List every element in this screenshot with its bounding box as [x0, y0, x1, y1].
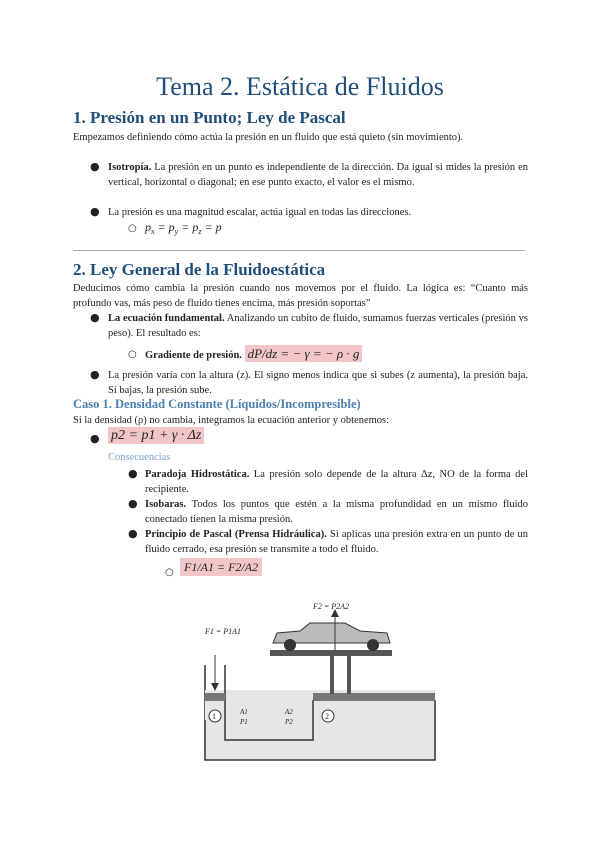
bullet-bold: Isotropía.: [108, 162, 152, 173]
bullet-icon: ●: [128, 497, 138, 510]
pascal-equation-text: F1/A1 = F2/A2: [180, 558, 262, 576]
caso1-equation: [108, 428, 308, 444]
bullet-icon: ●: [128, 527, 138, 540]
car-wheel-front: [284, 639, 296, 651]
caso1-equation-text: p2 = p1 + γ · Δz: [108, 427, 204, 444]
bullet-text: Todos los puntos que estén a la misma profundidad en un mismo fluido conectado tienen la misma presión.: [145, 499, 528, 525]
section2-bullet1: [108, 311, 528, 341]
right-rod-a: [330, 654, 334, 694]
caso1-heading: Caso 1. Densidad Constante (Líquidos/Incompresible): [73, 397, 361, 411]
circle-bullet-icon: ○: [128, 349, 137, 360]
circle-bullet-icon: ○: [128, 223, 137, 234]
consecuencia-1: [145, 467, 528, 497]
section1-heading: 1. Presión en un Punto; Ley de Pascal: [73, 108, 346, 127]
bullet-bold: Paradoja Hidrostática.: [145, 469, 250, 480]
bullet-text: Analizando un cubito de fluido, sumamos fuerzas verticales (presión vs peso). El resultado es:: [108, 313, 528, 339]
figure-label-p2: P2: [285, 718, 293, 726]
bullet-icon: ●: [90, 432, 100, 445]
gradient-label: Gradiente de presión.: [145, 350, 242, 361]
bullet-icon: ●: [90, 311, 100, 324]
page-title: Tema 2. Estática de Fluidos: [156, 72, 444, 101]
left-arrow-head: [211, 683, 219, 691]
figure-label-f2: F2 = P2A2: [313, 602, 350, 611]
section2-bullet2: La presión varía con la altura (z). El signo menos indica que si subes (z aumenta), la presión baja. Si bajas, la presión sube.: [108, 370, 528, 396]
bullet-bold: Principio de Pascal (Prensa Hidráulica).: [145, 529, 327, 540]
circle-bullet-icon: ○: [165, 567, 174, 578]
pascal-equation: [180, 560, 262, 576]
bullet-text: La presión solo depende de la altura Δz, NO de la forma del recipiente.: [145, 469, 529, 495]
caso1-intro: Si la densidad (ρ) no cambia, integramos la ecuación anterior y obtenemos:: [73, 415, 390, 426]
bullet-icon: ●: [90, 205, 100, 218]
section-divider: [73, 250, 525, 251]
gradient-equation: dP/dz = − γ = − ρ · g: [245, 345, 363, 362]
figure-label-1: 1: [212, 712, 216, 721]
figure-label-a2: A2: [285, 708, 293, 716]
car-wheel-rear: [367, 639, 379, 651]
left-piston: [205, 693, 225, 701]
bullet-icon: ●: [128, 467, 138, 480]
bullet-icon: ●: [90, 160, 100, 173]
figure-label-2: 2: [325, 712, 329, 721]
section1-intro: Empezamos definiendo cómo actúa la presión en un fluido que está quieto (sin movimiento).: [73, 132, 464, 143]
right-rod-b: [347, 654, 351, 694]
right-piston: [313, 693, 435, 701]
bullet-text: La presión en un punto es independiente de la dirección. Da igual si mides la presión en vertical, horizontal o diagonal; en ese punto exacto, el valor es el mismo.: [108, 162, 528, 188]
bullet-text: Si aplicas una presión extra en un punto de un fluido cerrado, esa presión se transmite a todo el fluido.: [145, 529, 528, 555]
section1-bullet1: [108, 160, 528, 190]
hydraulic-press-figure: [195, 595, 445, 765]
figure-label-f1: F1 = P1A1: [205, 627, 242, 636]
section2-heading: 2. Ley General de la Fluidoestática: [73, 260, 326, 279]
consecuencias-heading: Consecuencias: [108, 452, 171, 463]
section1-bullet2: La presión es una magnitud escalar, actúa igual en todas las direcciones.: [108, 207, 412, 218]
bullet-bold: Isobaras.: [145, 499, 187, 510]
figure-label-a1: A1: [240, 708, 248, 716]
figure-label-p1: P1: [240, 718, 248, 726]
consecuencia-2: [145, 497, 528, 527]
bullet-icon: ●: [90, 368, 100, 381]
bullet-bold: La ecuación fundamental.: [108, 313, 225, 324]
consecuencia-3: [145, 527, 528, 557]
section2-intro: Deducimos cómo cambia la presión cuando nos movemos por el fluido. La lógica es: “Cuanto más profundo vas, más peso de fluido tienes encima, más presión soportas”: [73, 283, 528, 309]
section1-equation: $p_x = p_y = p_z = p$: [145, 220, 222, 236]
gradient-line: [145, 346, 525, 363]
